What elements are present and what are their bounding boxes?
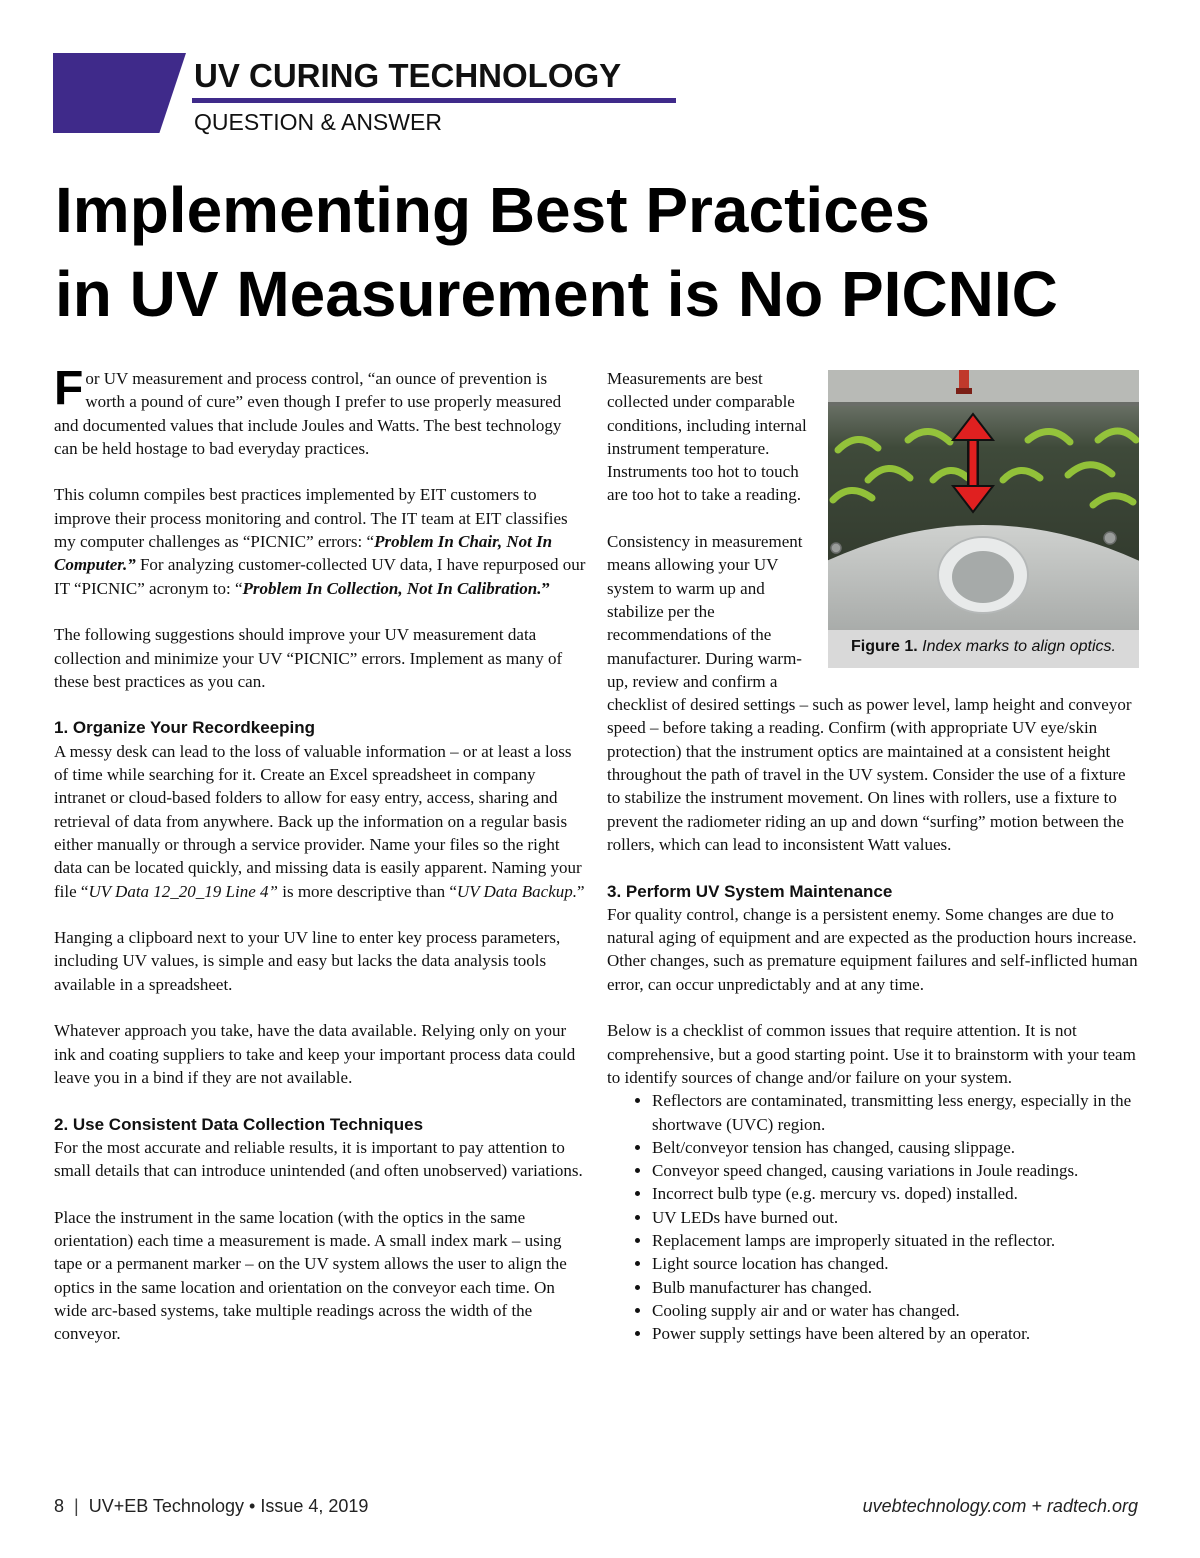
checklist-intro-paragraph: Below is a checklist of common issues that require attention. It is not comprehensive, but a good starting point. Use it to brainstorm with your team to identify sources of change and/or failure on your system. — [607, 1021, 1136, 1087]
checklist-item: • Replacement lamps are improperly situated in the reflector. — [652, 1229, 1139, 1252]
checklist-item: • Belt/conveyor tension has changed, causing slippage. — [652, 1136, 1139, 1159]
checklist-item: • Reflectors are contaminated, transmitting less energy, especially in the shortwave (UVC) region. — [652, 1089, 1139, 1136]
data-available-paragraph: Whatever approach you take, have the data available. Relying only on your ink and coating suppliers to take and keep your important process data could leave you in a bind if they are not available. — [54, 1021, 576, 1087]
recordkeeping-paragraph: A messy desk can lead to the loss of valuable information – or at least a loss of time while searching for it. Create an Excel spreadsheet in company intranet or cloud-based folders to allow for easy entry, access, sharing and retrieval of data from anywhere. Back up the information on a regular basis either manually or through a service provider. Name your files so the right data can be located quickly, and missing data is easily apparent. Naming your file “UV Data 12_20_19 Line 4” is more descriptive than “UV Data Backup.” — [54, 741, 585, 901]
heading-data-collection: 2. Use Consistent Data Collection Techniques — [54, 1114, 424, 1134]
checklist-item: • Light source location has changed. — [652, 1252, 1139, 1275]
section-rule — [192, 98, 676, 103]
conditions-paragraph: Measurements are best collected under comparable conditions, including internal instrument temperature. Instruments too hot to touch are too hot to take a reading. — [607, 369, 807, 505]
footer-divider: | — [74, 1496, 79, 1516]
publication-name: UV+EB Technology — [88, 1496, 244, 1516]
drop-cap: F — [54, 362, 84, 415]
checklist-item: • Incorrect bulb type (e.g. mercury vs. doped) installed. — [652, 1182, 1139, 1205]
heading-maintenance: 3. Perform UV System Maintenance — [607, 881, 893, 901]
checklist-item: • Cooling supply air and or water has changed. — [652, 1299, 1139, 1322]
footer-bullet: • — [249, 1496, 256, 1516]
page-number: 8 — [54, 1496, 65, 1516]
section-title: UV CURING TECHNOLOGY — [194, 57, 622, 94]
checklist-item: • Conveyor speed changed, causing variations in Joule readings. — [652, 1159, 1139, 1182]
issue-label: Issue 4, 2019 — [260, 1496, 369, 1516]
checklist — [607, 1089, 1139, 1345]
figure-caption: Figure 1. Index marks to align optics. — [850, 638, 1116, 655]
footer-websites: uvebtechnology.com + radtech.org — [862, 1496, 1138, 1516]
heading-recordkeeping: 1. Organize Your Recordkeeping — [54, 718, 316, 738]
right-column — [607, 367, 1139, 1345]
article-title — [55, 168, 1155, 336]
checklist-item: • UV LEDs have burned out. — [652, 1206, 1139, 1229]
consistency-paragraph: Consistency in measurement means allowing your UV system to warm up and stabilize per the recommendations of the manufacturer. During warm-up, review and confirm a checklist of desired settings – such as power level, lamp height and conveyor speed – before taking a reading. Confirm (with appropriate UV eye/skin protection) that the instrument optics are maintained at a consistent height throughout the path of travel in the UV system. Consider the use of a fixture to stabilize the instrument movement. On lines with rollers, use a fixture to prevent the radiometer riding an up and down “surfing” motion between the rollers, which can lead to inconsistent Watt values. — [607, 532, 1132, 854]
checklist-item: • Bulb manufacturer has changed. — [652, 1276, 1139, 1299]
footer-publication — [54, 1496, 368, 1517]
instrument-placement-paragraph: Place the instrument in the same location (with the optics in the same orientation) each time a measurement is made. A small index mark – using tape or a permanent marker – on the UV system allows the user to align the optics in the same location and orientation on the conveyor each time. On wide arc-based systems, take multiple readings across the width of the conveyor. — [54, 1207, 567, 1344]
suggestions-paragraph: The following suggestions should improve your UV measurement data collection and minimize your UV “PICNIC” errors. Implement as many of these best practices as you can. — [54, 625, 563, 691]
maintenance-paragraph: For quality control, change is a persistent enemy. Some changes are due to natural aging of equipment and are expected as the production hours increase. Other changes, such as premature equipment failures and self-inflicted human error, can occur unpredictably and at any time. — [607, 904, 1138, 994]
data-collection-paragraph: For the most accurate and reliable results, it is important to pay attention to small details that can introduce unintended (and often unobserved) variations. — [54, 1137, 583, 1181]
section-subtitle: QUESTION & ANSWER — [194, 109, 442, 135]
clipboard-paragraph: Hanging a clipboard next to your UV line to enter key process parameters, including UV values, is simple and easy but lacks the data analysis tools available in a spreadsheet. — [54, 928, 561, 994]
section-banner-shape — [53, 53, 186, 133]
figure-1 — [828, 370, 1139, 668]
article-title-line2: in UV Measurement is No PICNIC — [55, 258, 1058, 330]
article-title-line1: Implementing Best Practices — [55, 174, 930, 246]
checklist-item: • Power supply settings have been altered by an operator. — [652, 1322, 1139, 1345]
left-column — [54, 362, 586, 1369]
intro-paragraph: For UV measurement and process control, “an ounce of prevention is worth a pound of cure” even though I prefer to use properly measured and documented values that include Joules and Watts. The best technology can be held hostage to bad everyday practices. — [54, 362, 562, 458]
picnic-paragraph: This column compiles best practices implemented by EIT customers to improve their process monitoring and control. The IT team at EIT classifies my computer challenges as “PICNIC” errors: “Problem In Chair, Not In Computer.” For analyzing customer-collected UV data, I have repurposed our IT “PICNIC” acronym to: “Problem In Collection, Not In Calibration.” — [54, 485, 586, 598]
figure-photo — [828, 370, 1139, 630]
